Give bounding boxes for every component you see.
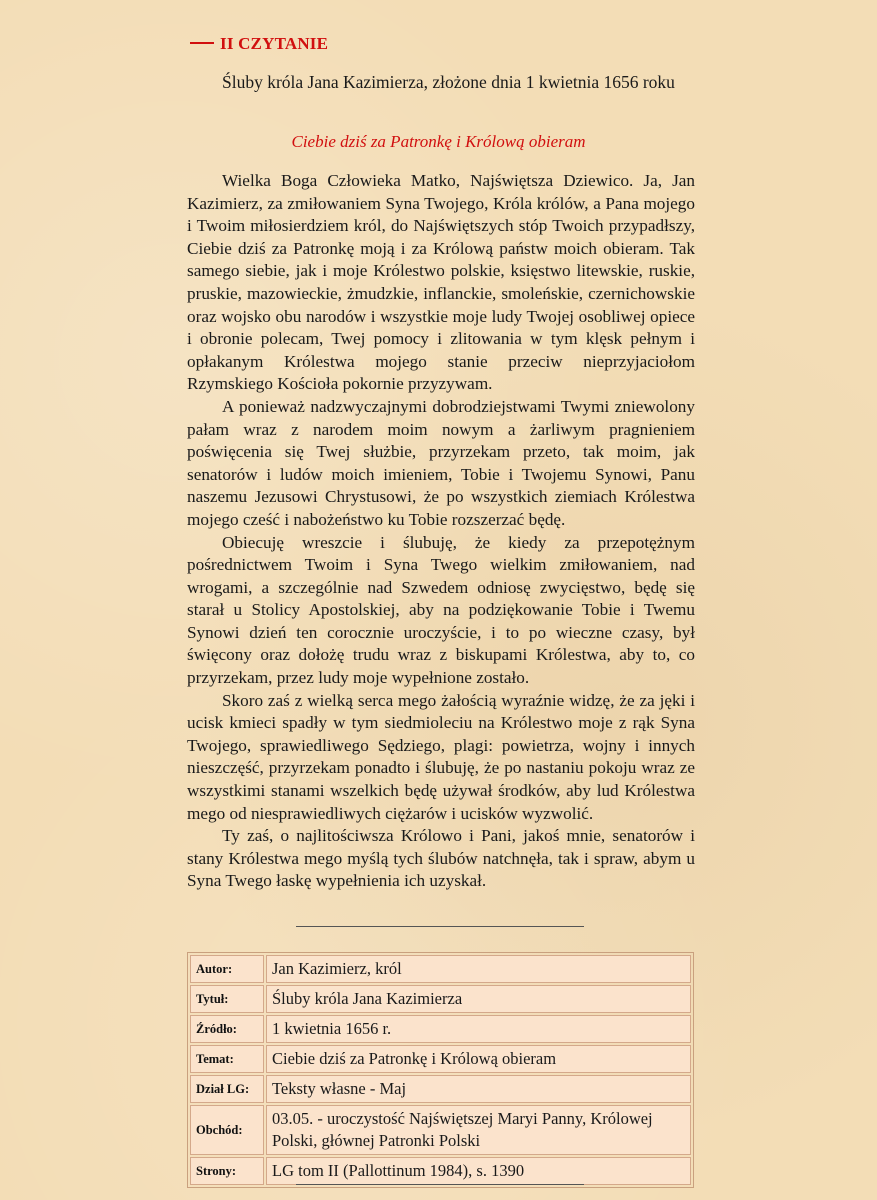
meta-label: Tytuł: [190, 985, 264, 1013]
table-row [190, 1075, 691, 1103]
meta-value: Ciebie dziś za Patronkę i Królową obieram [266, 1045, 691, 1073]
table-row [190, 985, 691, 1013]
meta-value: LG tom II (Pallottinum 1984), s. 1390 [266, 1157, 691, 1185]
meta-label: Dział LG: [190, 1075, 264, 1103]
table-row [190, 955, 691, 983]
meta-value: Śluby króla Jana Kazimierza [266, 985, 691, 1013]
table-row [190, 1157, 691, 1185]
table-row [190, 1105, 691, 1155]
meta-value: 1 kwietnia 1656 r. [266, 1015, 691, 1043]
page-title: Śluby króla Jana Kazimierza, złożone dnia 1 kwietnia 1656 roku [222, 72, 675, 92]
section-label: II CZYTANIE [220, 34, 329, 53]
dash-decoration [190, 42, 214, 44]
table-row [190, 1045, 691, 1073]
paragraph: Skoro zaś z wielką serca mego żałością wyraźnie widzę, że za jęki i ucisk kmieci spadły w tym siedmioleciu na Królestwo moje z rąk Syna Twojego, sprawiedliwego Sędziego, plagi: powietrza, wojny i innych nieszczęść, przyrzekam ponadto i ślubuję, że po nastaniu pokoju wraz ze wszystkimi stanami wszelkich będę używał środków, aby lud Królestwa mego od niesprawiedliwych ciężarów i ucisków wyzwolić. [187, 690, 695, 823]
paragraph: Wielka Boga Człowieka Matko, Najświętsza Dziewico. Ja, Jan Kazimierz, za zmiłowaniem Syna Twojego, Króla królów, a Pana mojego i Twoim miłosierdziem król, do Najświętszych stóp Twoich przypadłszy, Ciebie dziś za Patronkę moją i za Królową państw moich obieram. Tak samego siebie, jak i moje Królestwo polskie, księstwo litewskie, ruskie, pruskie, mazowieckie, żmudzkie, inflanckie, smoleńskie, czernichowskie oraz wojsko obu narodów i wszystkie moje ludy Twojej osobliwej opiece i obronie polecam, Twej pomocy i zlitowania w tym klęsk pełnym i opłakanym Królestwa mojego stanie przeciw nieprzyjaciołom Rzymskiego Kościoła pokornie przyzywam. [187, 171, 695, 394]
paragraph: Obiecuję wreszcie i ślubuję, że kiedy za przepotężnym pośrednictwem Twoim i Syna Twego wielkim zmiłowaniem, nad wrogami, a szczególnie nad Szwedem odniosę zwycięstwo, będę się starał u Stolicy Apostolskiej, aby na podziękowanie Tobie i Twemu Synowi dzień ten corocznie uroczyście, i to po wieczne czasy, był święcony oraz dołożę trudu wraz z biskupami Królestwa, aby to, co przyrzekam, przez ludy moje wypełnione zostało. [187, 532, 695, 688]
divider [296, 1184, 584, 1185]
metadata-table [187, 952, 694, 1188]
meta-label: Temat: [190, 1045, 264, 1073]
meta-value: Teksty własne - Maj [266, 1075, 691, 1103]
table-row [190, 1015, 691, 1043]
reading-text [187, 170, 695, 893]
motto: Ciebie dziś za Patronkę i Królową obieram [291, 132, 586, 151]
paragraph: Ty zaś, o najlitościwsza Królowo i Pani, jakoś mnie, senatorów i stany Królestwa mego myślą tych ślubów natchnęła, tak i spraw, abym u Syna Twego łaskę wypełnienia ich uzyskał. [187, 826, 695, 891]
meta-value: Jan Kazimierz, król [266, 955, 691, 983]
meta-label: Strony: [190, 1157, 264, 1185]
meta-label: Źródło: [190, 1015, 264, 1043]
divider [296, 926, 584, 927]
section-heading [190, 34, 328, 54]
meta-label: Autor: [190, 955, 264, 983]
paragraph: A ponieważ nadzwyczajnymi dobrodziejstwami Twymi zniewolony pałam wraz z narodem moim nowym a żarliwym pragnieniem poświęcenia się Twej służbie, przyrzekam przeto, tak moim, jak senatorów i ludów moich imieniem, Tobie i Twojemu Synowi, Panu naszemu Jezusowi Chrystusowi, że po wszystkich ziemiach Królestwa mojego cześć i nabożeństwo ku Tobie rozszerzać będę. [187, 396, 695, 529]
meta-label: Obchód: [190, 1105, 264, 1155]
meta-value: 03.05. - uroczystość Najświętszej Maryi Panny, Królowej Polski, głównej Patronki Polski [266, 1105, 691, 1155]
